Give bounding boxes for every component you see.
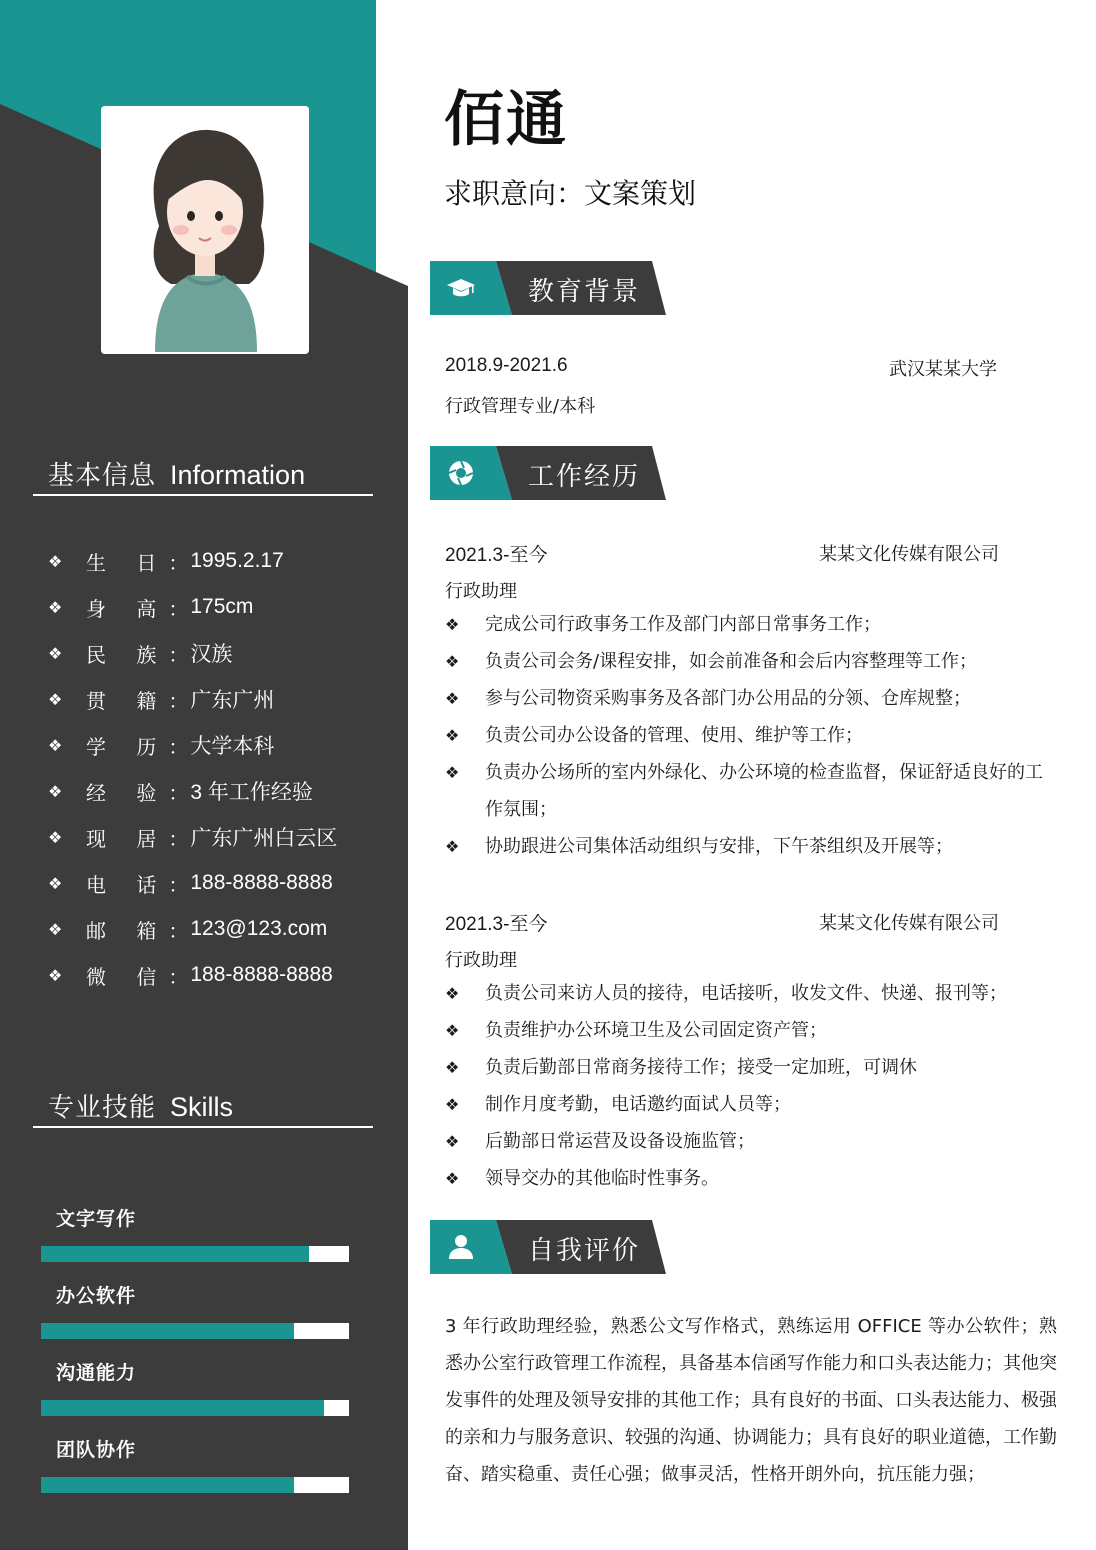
duty-text: 参与公司物资采购事务及各部门办公用品的分领、仓库规整； [485,688,971,709]
info-label: 现 居： [86,826,201,851]
duty-item [445,1160,1055,1197]
duty-text: 负责后勤部日常商务接待工作；接受一定加班，可调休 [485,1057,917,1078]
duty-text: 后勤部日常运营及设备设施监管； [485,1131,755,1152]
duty-text: 协助跟进公司集体活动组织与安排，下午茶组织及开展等； [485,836,953,857]
duty-text: 领导交办的其他临时性事务。 [485,1168,719,1189]
skill-bar-fill [41,1400,324,1416]
info-title-en: Information [170,460,306,490]
sidebar [0,0,408,1550]
bullet-icon: ❖ [48,735,63,755]
info-label: 邮 箱： [86,918,201,943]
duty-text: 负责公司来访人员的接待，电话接听，收发文件、快递、报刊等； [485,983,1007,1004]
info-label: 电 话： [86,872,201,897]
work-header [430,446,666,500]
job-intent-value: 文案策划 [584,177,697,210]
bullet-icon: ❖ [445,1169,460,1188]
user-icon [446,1232,476,1262]
info-label: 学 历： [86,734,201,759]
graduation-cap-icon [446,273,476,303]
education-header [430,261,666,315]
job-period: 2021.3-至今 [445,545,548,566]
profile-photo [101,106,309,354]
duty-item [445,1086,1055,1123]
bullet-icon: ❖ [445,1132,460,1151]
self-eval-text: 3 年行政助理经验，熟悉公文写作格式，熟练运用 OFFICE 等办公软件；熟悉办公室行政管理工作流程，具备基本信函写作能力和口头表达能力；其他突发事件的处理及领导安排的其他工作；具有良好的书面、口头表达能力、极强的亲和力与服务意识、较强的沟通、协调能力；具有良好的职业道德，工作勤奋、踏实稳重、责任心强；做事灵活，性格开朗外向，抗压能力强； [445,1316,1057,1485]
education-major: 行政管理专业/本科 [445,396,596,417]
education-school: 武汉某某大学 [889,359,997,380]
info-value: 175cm [190,595,254,618]
bullet-icon: ❖ [48,827,63,847]
info-label: 经 验： [86,780,201,805]
bullet-icon: ❖ [48,965,63,985]
bullet-icon: ❖ [445,1021,460,1040]
job-company: 某某文化传媒有限公司 [819,544,999,565]
bullet-icon: ❖ [48,919,63,939]
bullet-icon: ❖ [48,551,63,571]
info-label: 民 族： [86,642,201,667]
info-value: 1995.2.17 [190,549,284,572]
skill-name: 办公软件 [56,1285,137,1307]
skill-bar [41,1400,349,1416]
info-value: 广东广州 [190,689,275,712]
duty-item [445,1049,1055,1086]
skill-name: 沟通能力 [56,1362,137,1384]
info-row-residence [48,814,337,860]
bullet-icon: ❖ [48,597,63,617]
duty-text: 负责维护办公环境卫生及公司固定资产管； [485,1020,827,1041]
skill-bar-fill [41,1323,294,1339]
duty-item [445,754,1055,828]
info-value: 188-8888-8888 [190,871,333,894]
bullet-icon: ❖ [445,763,460,782]
aperture-icon [446,458,476,488]
skill-bar [41,1246,349,1262]
self-eval-title: 自我评价 [528,1236,641,1266]
bullet-icon: ❖ [445,837,460,856]
info-label: 微 信： [86,964,201,989]
info-value: 广东广州白云区 [190,827,338,850]
info-row-experience [48,768,337,814]
bullet-icon: ❖ [48,781,63,801]
job-period: 2021.3-至今 [445,914,548,935]
skills-title-en: Skills [170,1092,234,1122]
duty-item [445,1123,1055,1160]
duty-item [445,1012,1055,1049]
education-title: 教育背景 [528,277,641,307]
skill-bar [41,1323,349,1339]
info-value: 123@123.com [190,917,328,940]
bullet-icon: ❖ [445,1095,460,1114]
info-value: 大学本科 [190,735,275,758]
info-value: 汉族 [190,643,233,666]
info-row-email [48,906,337,952]
duty-item [445,717,1055,754]
bullet-icon: ❖ [445,652,460,671]
info-title-zh: 基本信息 [48,461,157,491]
duty-text: 制作月度考勤，电话邀约面试人员等； [485,1094,791,1115]
job-intent-label: 求职意向： [444,177,585,210]
info-label: 贯 籍： [86,688,201,713]
main-content [408,0,1096,1550]
duty-item [445,828,1055,865]
self-eval-header [430,1220,666,1274]
education-period: 2018.9-2021.6 [445,355,568,376]
info-value: 188-8888-8888 [190,963,333,986]
duty-text: 负责公司会务/课程安排，如会前准备和会后内容整理等工作； [485,651,978,672]
job-position: 行政助理 [445,950,517,971]
info-row-ethnicity [48,630,337,676]
skill-bar-fill [41,1246,309,1262]
candidate-name: 佰通 [444,85,568,155]
duty-item [445,606,1055,643]
skill-name: 团队协作 [56,1439,137,1461]
info-row-height [48,584,337,630]
duty-text: 负责办公场所的室内外绿化、办公环境的检查监督，保证舒适良好的工作氛围； [485,762,1043,820]
info-row-phone [48,860,337,906]
avatar [101,106,309,354]
duty-item [445,680,1055,717]
skills-section-title [48,1087,233,1124]
job-company: 某某文化传媒有限公司 [819,913,999,934]
job-intent [444,172,696,212]
info-label: 生 日： [86,550,201,575]
skill-bar [41,1477,349,1493]
info-row-birthday [48,538,337,584]
bullet-icon: ❖ [445,984,460,1003]
bullet-icon: ❖ [48,873,63,893]
duty-text: 完成公司行政事务工作及部门内部日常事务工作； [485,614,881,635]
duty-text: 负责公司办公设备的管理、使用、维护等工作； [485,725,863,746]
duty-item [445,643,1055,680]
bullet-icon: ❖ [48,689,63,709]
skills-title-zh: 专业技能 [48,1093,157,1123]
info-row-education [48,722,337,768]
bullet-icon: ❖ [48,643,63,663]
bullet-icon: ❖ [445,615,460,634]
skills-divider [33,1126,373,1128]
info-section-title [48,455,305,492]
info-row-wechat [48,952,337,998]
work-title: 工作经历 [528,462,641,492]
skill-bar-fill [41,1477,294,1493]
skill-name: 文字写作 [56,1208,137,1230]
info-value: 3 年工作经验 [190,781,313,804]
info-label: 身 高： [86,596,201,621]
duty-item [445,975,1055,1012]
info-divider [33,494,373,496]
info-list [48,538,337,998]
bullet-icon: ❖ [445,1058,460,1077]
bullet-icon: ❖ [445,726,460,745]
job-position: 行政助理 [445,581,517,602]
bullet-icon: ❖ [445,689,460,708]
info-row-hometown [48,676,337,722]
